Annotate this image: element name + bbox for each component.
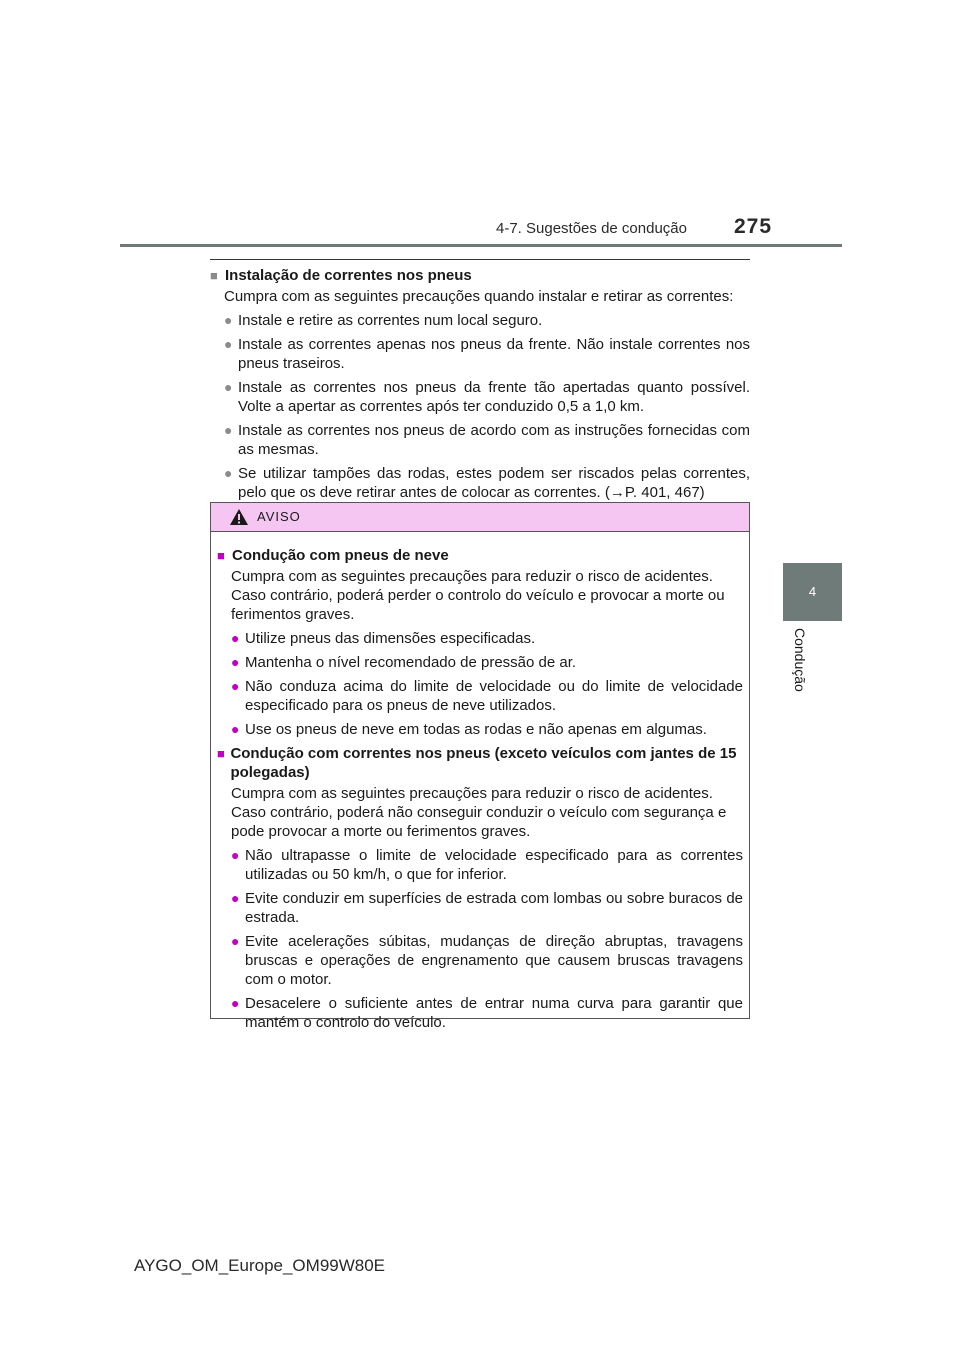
square-bullet-icon: ■	[217, 746, 225, 761]
list-item: ● Mantenha o nível recomendado de pressão de ar.	[231, 654, 577, 671]
list-item: ● Utilize pneus das dimensões especificadas.	[231, 630, 536, 647]
heading-text: Condução com correntes nos pneus (exceto veículos com jantes de 15 polegadas)	[230, 745, 737, 781]
bullet-icon: ●	[231, 847, 240, 863]
section-chains	[210, 266, 750, 507]
warning-triangle-icon	[229, 508, 249, 526]
list-item: ● Instale e retire as correntes num local seguro.	[224, 312, 543, 329]
list-item: ● Instale as correntes apenas nos pneus da frente. Não instale correntes nos pneus traseiros.	[224, 336, 750, 372]
warning-box	[210, 502, 750, 1031]
square-bullet-icon: ■	[217, 548, 225, 563]
section-heading	[210, 266, 750, 285]
bullet-icon: ●	[224, 336, 233, 352]
bullet-icon: ●	[224, 312, 233, 328]
bullet-icon: ●	[231, 721, 240, 737]
list-item: ● Instale as correntes nos pneus de acordo com as instruções fornecidas com as mesmas.	[224, 422, 750, 458]
warning-body	[211, 532, 749, 1032]
square-bullet-icon: ■	[210, 268, 218, 283]
warning-header	[211, 503, 749, 532]
section-heading	[217, 546, 743, 565]
bullet-icon: ●	[231, 890, 240, 906]
bullet-icon: ●	[231, 678, 240, 694]
bullet-icon: ●	[231, 654, 240, 670]
bullet-icon: ●	[224, 422, 233, 438]
heading-text: Condução com pneus de neve	[232, 547, 449, 564]
intro-text: Cumpra com as seguintes precauções quando instalar e retirar as correntes:	[224, 288, 734, 305]
list-item: ● Não ultrapasse o limite de velocidade especificado para as correntes utilizadas ou 50 km/h, o que for inferior.	[231, 847, 743, 883]
list-item: ● Use os pneus de neve em todas as rodas e não apenas em algumas.	[231, 721, 707, 738]
list-item: ● Evite acelerações súbitas, mudanças de direção abruptas, travagens bruscas e operações de engrenamento que causem bruscas travagens com o motor.	[231, 933, 743, 988]
intro-text: Cumpra com as seguintes precauções para reduzir o risco de acidentes. Caso contrário, poderá perder o controlo do veículo e provocar a morte ou ferimentos graves.	[231, 568, 725, 623]
list-item: ● Se utilizar tampões das rodas, estes podem ser riscados pelas correntes, pelo que os deve retirar antes de colocar as correntes. (→P. 401, 467)	[224, 465, 750, 501]
section-heading	[217, 744, 743, 782]
list-item: ● Instale as correntes nos pneus da frente tão apertadas quanto possível. Volte a apertar as correntes após ter conduzido 0,5 a 1,0 km.	[224, 379, 750, 415]
warning-title: AVISO	[257, 509, 301, 524]
bullet-icon: ●	[224, 379, 233, 395]
divider	[210, 259, 750, 260]
bullet-icon: ●	[224, 465, 233, 481]
page-number: 275	[734, 215, 773, 238]
bullet-icon: ●	[231, 630, 240, 646]
list-item: ● Desacelere o suficiente antes de entrar numa curva para garantir que mantém o controlo do veículo.	[231, 995, 743, 1031]
document-code: AYGO_OM_Europe_OM99W80E	[134, 1256, 386, 1275]
bullet-icon: ●	[231, 995, 240, 1011]
chapter-label: Condução	[792, 628, 808, 692]
section-title: 4-7. Sugestões de condução	[496, 220, 687, 237]
chapter-tab[interactable]: 4	[783, 563, 842, 621]
list-item: ● Não conduza acima do limite de velocidade ou do limite de velocidade especificado para os pneus de neve utilizados.	[231, 678, 743, 714]
header-rule	[120, 244, 842, 247]
heading-text: Instalação de correntes nos pneus	[225, 267, 472, 284]
bullet-icon: ●	[231, 933, 240, 949]
list-item: ● Evite conduzir em superfícies de estrada com lombas ou sobre buracos de estrada.	[231, 890, 743, 926]
intro-text: Cumpra com as seguintes precauções para reduzir o risco de acidentes. Caso contrário, poderá não conseguir conduzir o veículo com segurança e pode provocar a morte ou ferimentos graves.	[231, 785, 727, 840]
